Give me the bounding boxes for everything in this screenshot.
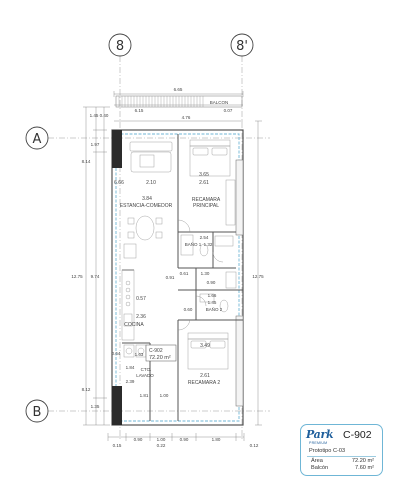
room-recamara2-label: RECAMARA 2 <box>187 380 221 386</box>
dim-left-a: 8.14 <box>81 159 91 164</box>
lavado-w: 1.84 <box>125 365 135 370</box>
lavado-label-2: LAVADO <box>136 373 154 378</box>
dim-left-total: 12.75 <box>71 274 83 279</box>
kitchen-counter <box>122 270 134 340</box>
lavado-c: 1.81 <box>139 393 149 398</box>
room-recamara2-w: 3.49 <box>200 343 210 349</box>
dim-bottom-g: 0.12 <box>249 443 259 448</box>
room-bano2-w: 1.66 <box>207 293 217 298</box>
room-bano1-h: 1.32 <box>203 242 213 247</box>
dim-bottom-a: 0.90 <box>133 437 143 442</box>
grid-label-8-prime: 8' <box>236 39 248 54</box>
room-bano1-w: 2.54 <box>199 235 209 240</box>
dim-right-total: 12.75 <box>252 274 264 279</box>
room-cocina-label: COCINA <box>124 322 144 328</box>
room-estancia-h: 6.66 <box>114 180 124 186</box>
brand-logo-sub: PREMIUM <box>309 441 328 445</box>
room-cocina-w: 0.57 <box>136 296 146 302</box>
grid-label-B: B <box>32 405 42 420</box>
bedroom-2-furniture <box>188 333 228 369</box>
brand-logo: Park <box>306 428 334 441</box>
area-value: 72.20 m² <box>351 458 374 464</box>
dim-top-overall: 6.65 <box>173 87 183 92</box>
prototype-label: Prototipo C-03 <box>309 448 346 454</box>
room-estancia-label: ESTANCIA-COMEDOR <box>119 203 173 209</box>
room-bano2-h: 1.45 <box>207 300 217 305</box>
grid-label-A: A <box>32 132 42 147</box>
dim-left-bottom: 1.35 <box>90 404 100 409</box>
room-hall-c: 0.91 <box>165 275 175 280</box>
unit-box-code: C-902 <box>149 348 163 354</box>
room-hall-a: 0.61 <box>179 271 189 276</box>
grid-label-8: 8 <box>115 39 125 54</box>
room-recamara-principal-label-1: RECAMARA <box>191 197 221 203</box>
unit-box <box>146 345 176 361</box>
dim-left-inner-1: 1.45 <box>89 113 99 118</box>
grid-bubble-8-prime <box>231 34 253 56</box>
dim-balcon-right: 0.07 <box>223 108 233 113</box>
dim-left-b: 9.74 <box>90 274 100 279</box>
room-recamara-principal-label-2: PRINCIPAL <box>192 203 220 209</box>
lavado-label: CTO. <box>140 367 152 372</box>
bedroom-principal-furniture <box>190 140 235 225</box>
dim-top-inner: 4.76 <box>181 115 191 120</box>
area-label: Área <box>311 458 323 464</box>
lavado-d: 1.00 <box>159 393 169 398</box>
dim-left-inner-2: 0.40 <box>99 113 109 118</box>
unit-code: C-902 <box>343 429 372 441</box>
dim-bottom-c: 0.90 <box>179 437 189 442</box>
room-estancia-d: 3.84 <box>142 196 152 202</box>
lavado-a: 1.63 <box>134 352 144 357</box>
lavado-b: 0.64 <box>111 351 121 356</box>
balcon-label: BALCON <box>209 100 229 105</box>
room-bano2-d: 0.60 <box>183 307 193 312</box>
dim-bottom-e: 0.15 <box>112 443 122 448</box>
dim-left-upper: 1.97 <box>90 142 100 147</box>
unit-info-card <box>300 424 383 476</box>
room-hall-b: 1.30 <box>200 271 210 276</box>
grid-bubble-A <box>26 127 48 149</box>
room-estancia-w: 2.10 <box>146 180 156 186</box>
grid-bubble-B <box>26 400 48 422</box>
card-divider <box>307 456 376 457</box>
grid-bubble-8 <box>109 34 131 56</box>
room-recamara-principal-w: 3.65 <box>199 172 209 178</box>
dim-bottom-b: 1.00 <box>156 437 166 442</box>
dim-balcon-left: 6.15 <box>134 108 144 113</box>
dim-bottom-f: 0.22 <box>156 443 166 448</box>
room-cocina-h: 2.36 <box>136 314 146 320</box>
room-hall-d: 0.90 <box>206 280 216 285</box>
balcon-value: 7.60 m² <box>355 465 374 471</box>
lavado-h: 2.39 <box>125 379 135 384</box>
room-recamara-principal-h: 2.61 <box>199 180 209 186</box>
balcon-label: Balcón <box>311 465 329 471</box>
room-bano1-label: BAÑO 1 <box>184 242 202 247</box>
dim-left-c: 8.12 <box>81 387 91 392</box>
dim-bottom-d: 1.80 <box>211 437 221 442</box>
unit-box-area: 72.20 m² <box>149 355 171 361</box>
room-recamara2-h: 2.61 <box>200 373 210 379</box>
room-bano2-label: BAÑO 2 <box>205 307 223 312</box>
